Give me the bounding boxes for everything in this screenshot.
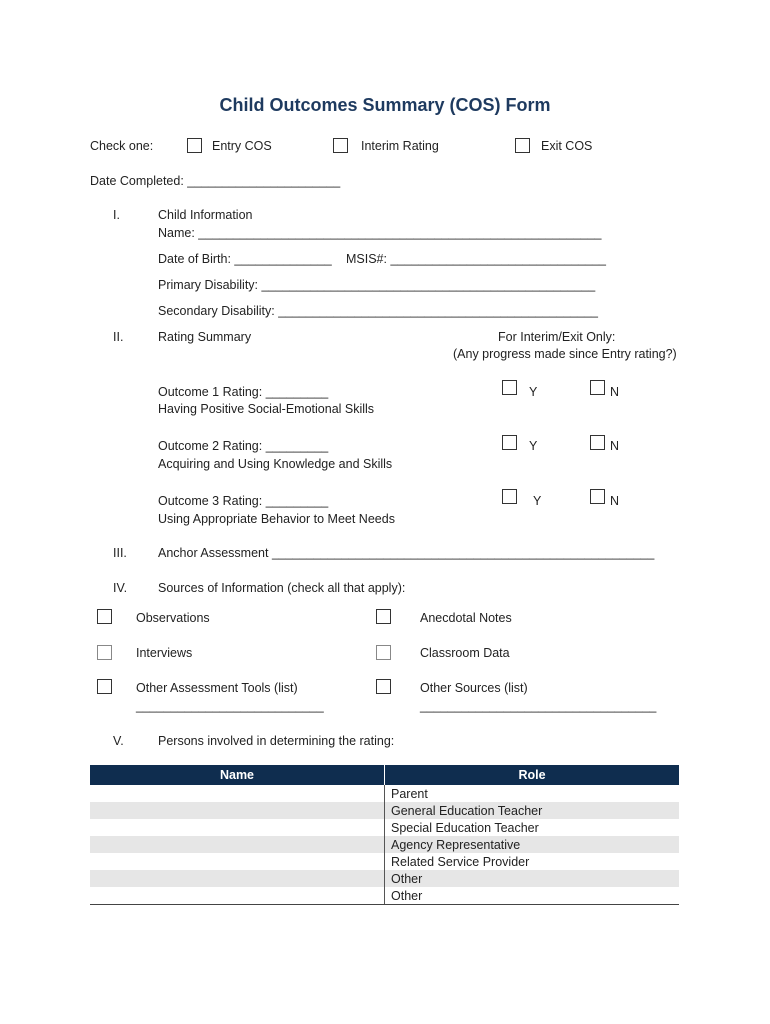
role-cell: Related Service Provider: [391, 854, 530, 869]
outcome-1-yes-checkbox[interactable]: [502, 380, 517, 395]
person-name-cell[interactable]: [90, 836, 385, 853]
form-title: Child Outcomes Summary (COS) Form: [219, 95, 551, 115]
outcome-2-no-checkbox[interactable]: [590, 435, 605, 450]
role-column-header: Role: [385, 765, 680, 785]
interim-rating-checkbox[interactable]: [333, 138, 348, 153]
outcome-1-no-checkbox[interactable]: [590, 380, 605, 395]
other-assessment-tools-line[interactable]: ___________________________: [136, 699, 324, 713]
person-name-cell[interactable]: [90, 870, 385, 887]
section-2-title: Rating Summary: [158, 330, 252, 344]
section-1-number: I.: [113, 208, 120, 222]
section-4-number: IV.: [113, 581, 128, 595]
other-sources-label: Other Sources (list): [420, 681, 528, 695]
entry-cos-label: Entry COS: [212, 139, 272, 153]
table-row: [90, 870, 679, 887]
table-row: [90, 802, 679, 819]
name-column-header: Name: [90, 765, 385, 785]
role-cell: Special Education Teacher: [391, 820, 539, 835]
check-one-label: Check one:: [90, 139, 154, 153]
outcome-3-yes-checkbox[interactable]: [502, 489, 517, 504]
anchor-assessment-field[interactable]: Anchor Assessment _______________________________________________________: [158, 546, 655, 560]
observations-label: Observations: [136, 611, 210, 625]
role-cell: Other: [385, 870, 680, 887]
anecdotal-notes-label: Anecdotal Notes: [420, 611, 512, 625]
outcome-3-rating-field[interactable]: Outcome 3 Rating: _________: [158, 494, 329, 508]
role-cell: Agency Representative: [385, 836, 680, 853]
interim-exit-note: For Interim/Exit Only:: [498, 330, 616, 344]
other-sources-line[interactable]: __________________________________: [420, 699, 657, 713]
section-1-title: Child Information: [158, 208, 253, 222]
table-row: [90, 819, 679, 836]
outcome-3-no-checkbox[interactable]: [590, 489, 605, 504]
interviews-label: Interviews: [136, 646, 193, 660]
secondary-disability-field[interactable]: Secondary Disability: ______________________________________________: [158, 304, 598, 318]
classroom-data-checkbox[interactable]: [376, 645, 391, 660]
anecdotal-notes-checkbox[interactable]: [376, 609, 391, 624]
outcome-3-yes-label: Y: [533, 494, 542, 508]
outcome-2-yes-checkbox[interactable]: [502, 435, 517, 450]
date-of-birth-field[interactable]: Date of Birth: ______________: [158, 252, 332, 266]
table-row: [90, 785, 679, 802]
person-name-cell[interactable]: [90, 853, 385, 870]
other-sources-checkbox[interactable]: [376, 679, 391, 694]
section-5-number: V.: [113, 734, 124, 748]
outcome-2-description: Acquiring and Using Knowledge and Skills: [158, 457, 393, 471]
section-5-title: Persons involved in determining the rating:: [158, 734, 395, 748]
msis-field[interactable]: MSIS#: _______________________________: [346, 252, 606, 266]
interim-rating-label: Interim Rating: [361, 139, 439, 153]
other-assessment-tools-label: Other Assessment Tools (list): [136, 681, 298, 695]
outcome-2-yes-label: Y: [529, 439, 538, 453]
primary-disability-field[interactable]: Primary Disability: ________________________________________________: [158, 278, 596, 292]
outcome-2-no-label: N: [610, 439, 620, 453]
person-name-cell[interactable]: [90, 819, 385, 836]
person-name-cell[interactable]: [90, 887, 385, 905]
outcome-1-rating-field[interactable]: Outcome 1 Rating: _________: [158, 385, 329, 399]
outcome-1-description: Having Positive Social-Emotional Skills: [158, 402, 375, 416]
interviews-checkbox[interactable]: [97, 645, 112, 660]
other-assessment-tools-checkbox[interactable]: [97, 679, 112, 694]
table-row: [90, 887, 679, 905]
date-completed-field[interactable]: Date Completed: ______________________: [90, 174, 341, 188]
outcome-3-description: Using Appropriate Behavior to Meet Needs: [158, 512, 395, 526]
exit-cos-label: Exit COS: [541, 139, 593, 153]
outcome-2-rating-field[interactable]: Outcome 2 Rating: _________: [158, 439, 329, 453]
person-name-cell[interactable]: [90, 802, 385, 819]
observations-checkbox[interactable]: [97, 609, 112, 624]
role-cell: Parent: [391, 786, 428, 801]
table-row: [90, 853, 679, 870]
exit-cos-checkbox[interactable]: [515, 138, 530, 153]
section-2-number: II.: [113, 330, 124, 344]
persons-table: [90, 765, 679, 905]
outcome-1-no-label: N: [610, 385, 620, 399]
section-4-title: Sources of Information (check all that apply):: [158, 581, 406, 595]
role-cell: General Education Teacher: [385, 802, 680, 819]
entry-cos-checkbox[interactable]: [187, 138, 202, 153]
outcome-1-yes-label: Y: [529, 385, 538, 399]
role-cell: Other: [385, 887, 680, 905]
table-header-row: [90, 765, 679, 785]
classroom-data-label: Classroom Data: [420, 646, 510, 660]
outcome-3-no-label: N: [610, 494, 620, 508]
section-3-number: III.: [113, 546, 127, 560]
child-name-field[interactable]: Name: __________________________________________________________: [158, 226, 602, 240]
table-row: [90, 836, 679, 853]
person-name-cell[interactable]: [90, 785, 385, 802]
progress-question: (Any progress made since Entry rating?): [453, 347, 677, 361]
